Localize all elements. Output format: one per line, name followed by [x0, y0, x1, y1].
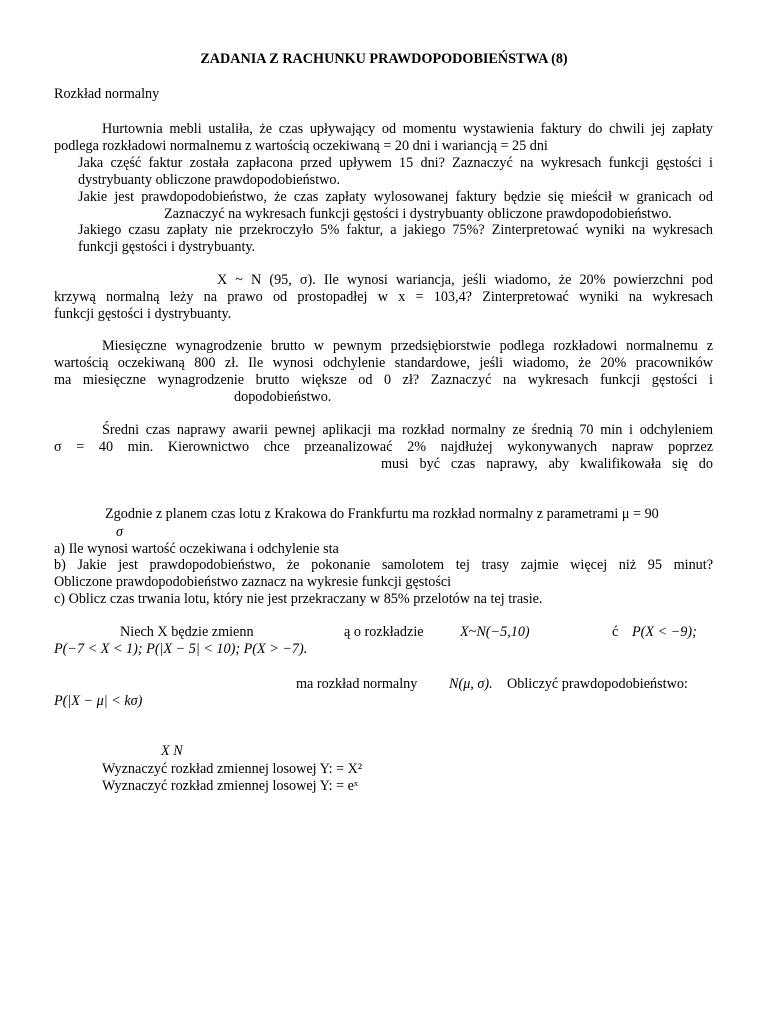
task3-line4: dopodobieństwo.: [234, 389, 332, 405]
task5-item-c: c) Oblicz czas trwania lotu, który nie jest przekraczany w 85% przelotów na tej trasie.: [54, 591, 543, 607]
section-heading: Rozkład normalny: [54, 86, 160, 102]
task6-line1-c: ć: [612, 624, 619, 640]
task6-line1-start: Niech X będzie zmienn: [120, 624, 254, 640]
task6-line1-prob: P(X < −9);: [632, 624, 697, 640]
task2-line1: X ~ N (95, σ). Ile wynosi wariancja, jeśli wiadomo, że 20% powierzchni pod: [217, 272, 713, 288]
task3-line2: wartością oczekiwaną 800 zł. Ile wynosi odchylenie standardowe, jeśli wiadomo, że 20% pracowników: [54, 355, 713, 371]
task5-line1: Zgodnie z planem czas lotu z Krakowa do Frankfurtu ma rozkład normalny z parametrami μ = 90: [105, 506, 659, 522]
task1-line2: podlega rozkładowi normalnemu z wartością oczekiwaną = 20 dni i wariancją = 25 dni: [54, 138, 548, 154]
task1-line7: Jakiego czasu zapłaty nie przekroczyło 5% faktur, a jakiego 75%? Zinterpretować wyniki na wykresach: [78, 222, 713, 238]
task2-line3: funkcji gęstości i dystrybuanty.: [54, 306, 232, 322]
task6-line1-dist: X~N(−5,10): [460, 624, 530, 640]
task5-sigma: σ: [116, 524, 123, 540]
task1-line8: funkcji gęstości i dystrybuanty.: [78, 239, 256, 255]
task2-line2: krzywą normalną leży na prawo od prostopadłej w x = 103,4? Zinterpretować wyniki na wykresach: [54, 289, 713, 305]
task7-line1-c: Obliczyć prawdopodobieństwo:: [507, 676, 688, 692]
task1-line4: dystrybuanty obliczone prawdopodobieństwo.: [78, 172, 341, 188]
task8-line1: X N: [161, 743, 183, 759]
task5-item-b-line2: Obliczone prawdopodobieństwo zaznacz na wykresie funkcji gęstości: [54, 574, 452, 590]
task8-line2: Wyznaczyć rozkład zmiennej losowej Y: = X²: [102, 761, 363, 777]
task1-line5: Jakie jest prawdopodobieństwo, że czas zapłaty wylosowanej faktury będzie się mieścił w granicach od: [78, 189, 713, 205]
task8-line3: Wyznaczyć rozkład zmiennej losowej Y: = eˣ: [102, 778, 359, 794]
task4-line2: σ = 40 min. Kierownictwo chce przeanalizować 2% najdłużej wykonywanych napraw poprzez: [54, 439, 713, 455]
task3-line3: ma miesięczne wynagrodzenie brutto większe od 0 zł? Zaznaczyć na wykresach funkcji gęstości i: [54, 372, 713, 388]
task6-line2: P(−7 < X < 1); P(|X − 5| < 10); P(X > −7).: [54, 641, 308, 657]
task1-line6: Zaznaczyć na wykresach funkcji gęstości i dystrybuanty obliczone prawdopodobieństwo.: [164, 206, 672, 222]
task3-line1: Miesięczne wynagrodzenie brutto w pewnym przedsiębiorstwie podlega rozkładowi normalnemu z: [102, 338, 713, 354]
task5-item-a: a) Ile wynosi wartość oczekiwana i odchylenie sta: [54, 541, 339, 557]
task6-line1-mid: ą o rozkładzie: [344, 624, 424, 640]
task7-line1-a: ma rozkład normalny: [296, 676, 418, 692]
task4-line1: Średni czas naprawy awarii pewnej aplikacji ma rozkład normalny ze średnią 70 min i odchyleniem: [102, 422, 713, 438]
task7-line2: P(|X − μ| < kσ): [54, 693, 143, 709]
task4-line3: musi być czas naprawy, aby kwalifikowała się do: [381, 456, 713, 472]
task1-line1: Hurtownia mebli ustaliła, że czas upływający od momentu wystawienia faktury do chwili jej zapłaty: [102, 121, 713, 137]
task7-line1-dist: N(μ, σ).: [449, 676, 493, 692]
task5-item-b-line1: b) Jakie jest prawdopodobieństwo, że pokonanie samolotem tej trasy zajmie więcej niż 95 minut?: [54, 557, 713, 573]
task1-line3: Jaka część faktur została zapłacona przed upływem 15 dni? Zaznaczyć na wykresach funkcji gęstości i: [78, 155, 713, 171]
page-title: ZADANIA Z RACHUNKU PRAWDOPODOBIEŃSTWA (8): [200, 51, 568, 67]
